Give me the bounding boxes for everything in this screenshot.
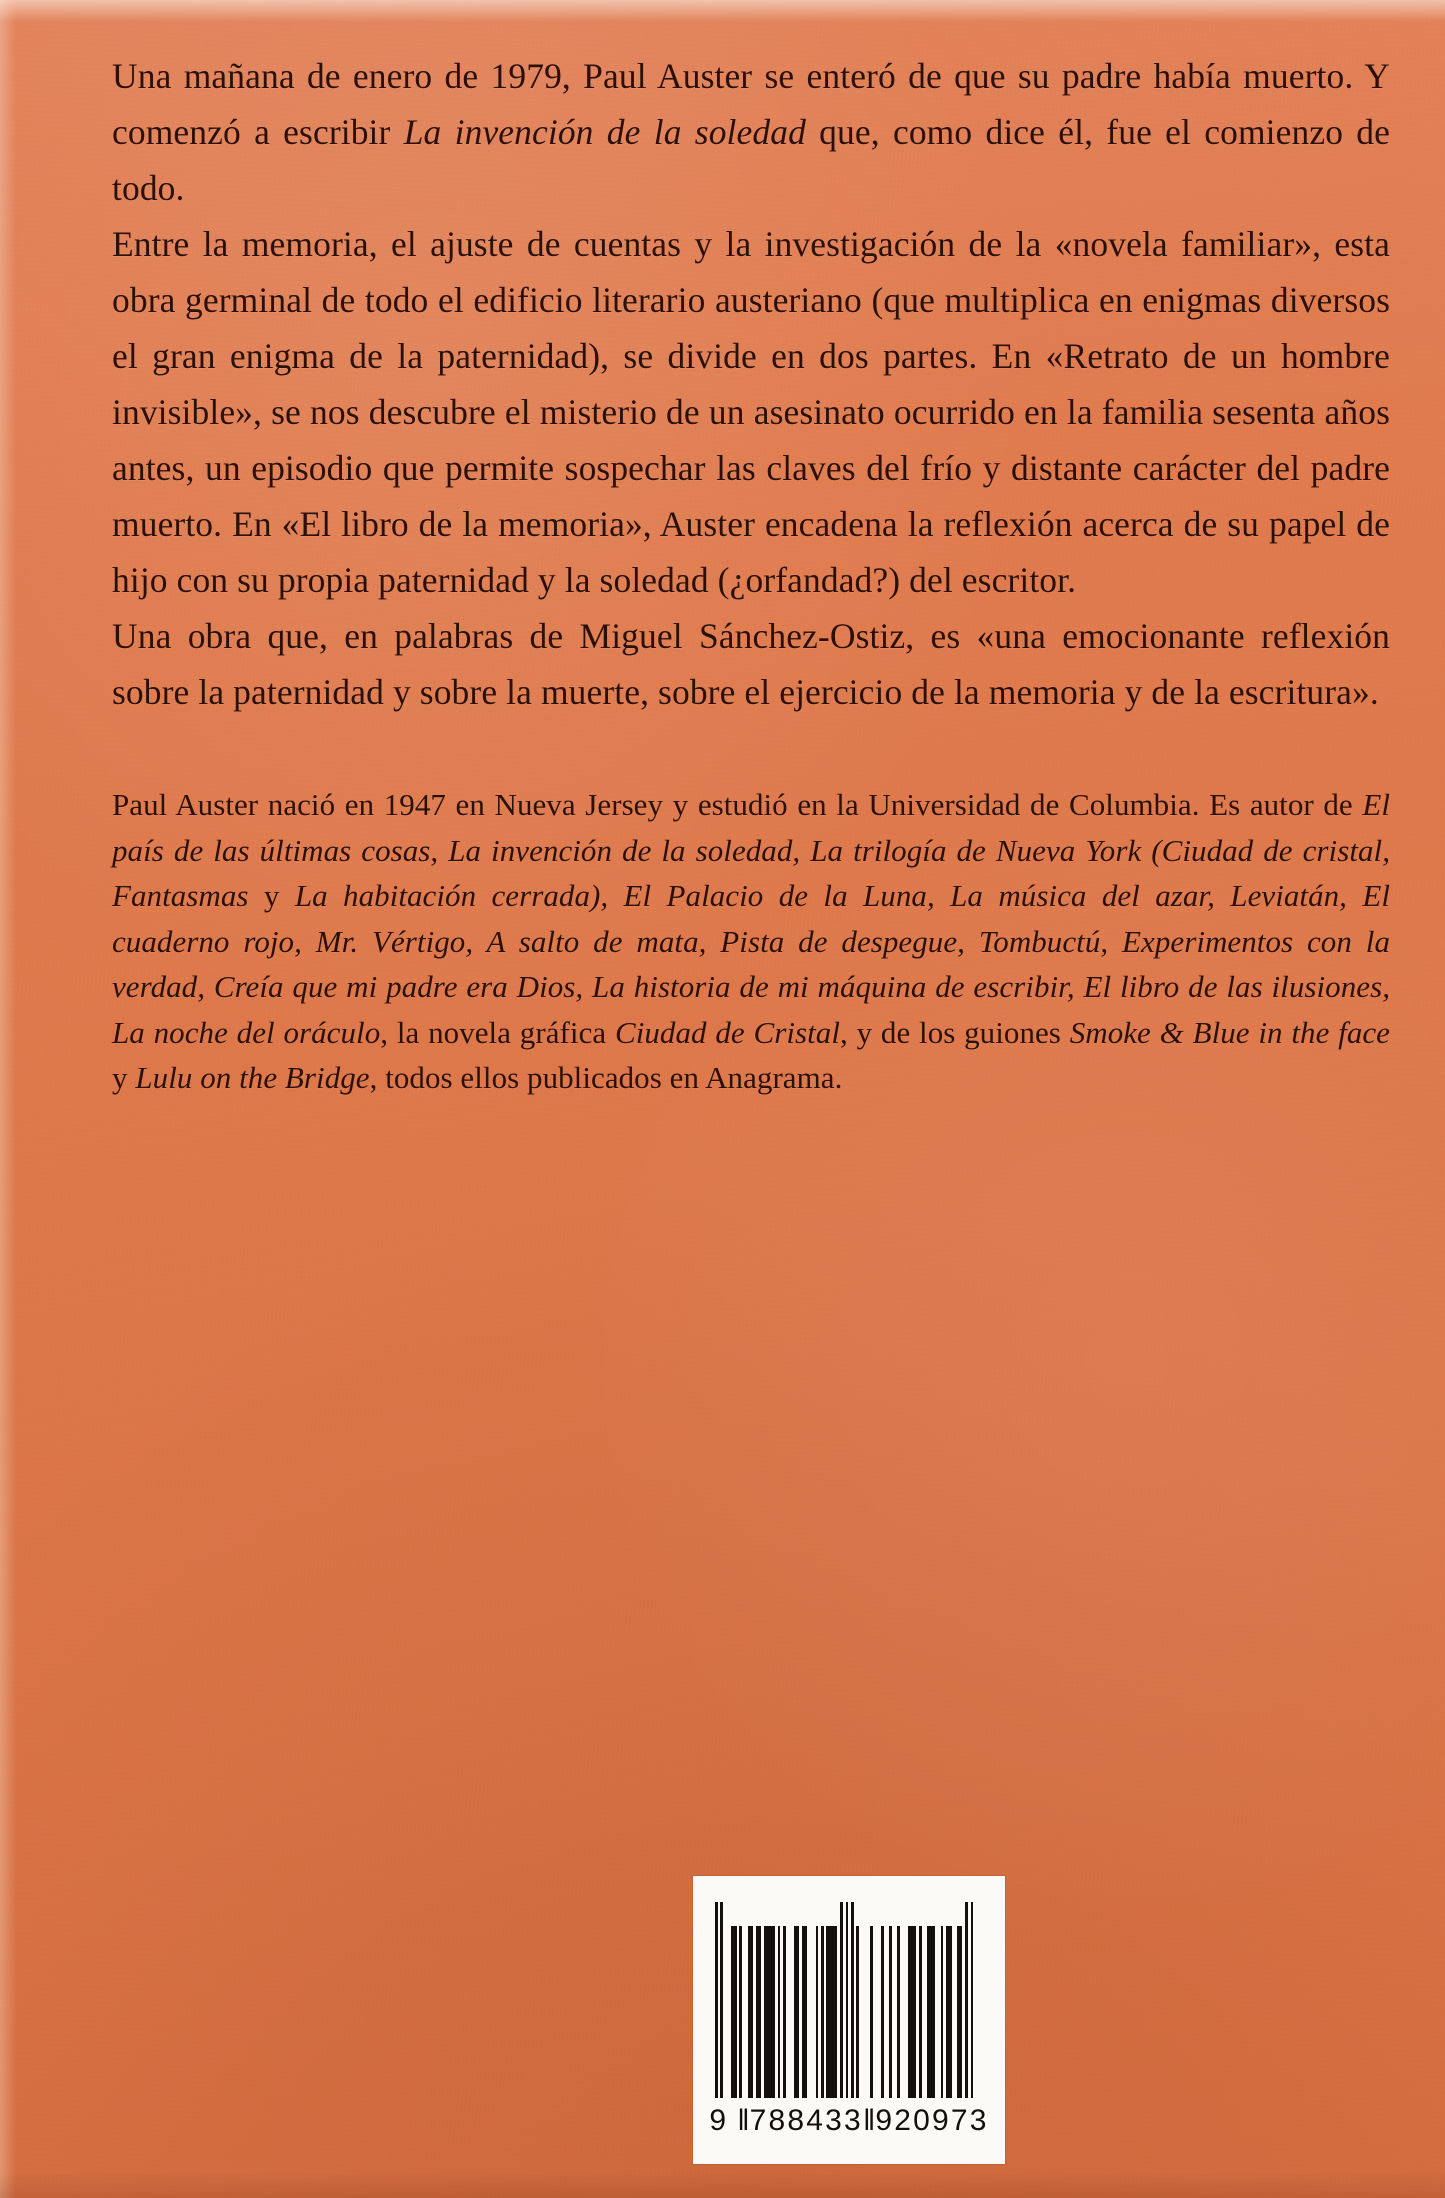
blurb-paragraph-2: Entre la memoria, el ajuste de cuentas y la investigación de la «novela familiar», esta obra germinal de todo el edificio literario austeriano (que multiplica en enigmas diversos el gran enigma de la paternidad), se divide en dos partes. En «Retrato de un hombre invisible», se nos descubre el misterio de un asesinato ocurrido en la familia sesenta años antes, un episodio que permite sospechar las claves del frío y distante carácter del padre muerto. En «El libro de la memoria», Auster encadena la reflexión acerca de su papel de hijo con su propia paternidad y la soledad (¿orfandad?) del escritor.	[112, 224, 1390, 600]
barcode-group-1: 788433	[749, 2104, 863, 2137]
author-bio-block	[112, 782, 1390, 1101]
barcode-space	[873, 1902, 881, 2098]
barcode-bar	[826, 1926, 837, 2098]
barcode-bar	[908, 1926, 916, 2098]
barcode-space	[900, 1902, 908, 2098]
barcode-guard-center: ‖	[862, 2104, 876, 2137]
barcode-space	[807, 1902, 815, 2098]
barcode-bar	[971, 1902, 974, 2098]
blurb-paragraph-3: Una obra que, en palabras de Miguel Sánchez-Ostiz, es «una emocionante reflexión sobre la paternidad y sobre la muerte, sobre el ejercicio de la memoria y de la escritura».	[112, 616, 1390, 712]
barcode-lead-digit: 9	[709, 2104, 729, 2137]
barcode-guard-left: ‖	[737, 2104, 750, 2137]
barcode-bar	[764, 1926, 775, 2098]
blurb-text-block	[112, 48, 1390, 720]
barcode-space	[786, 1902, 794, 2098]
barcode-space	[859, 1902, 870, 2098]
isbn-barcode	[693, 1876, 1005, 2164]
blurb-paragraph-1: Una mañana de enero de 1979, Paul Auster se enteró de que su padre había muerto. Y comenzó a escribir La invención de la soledad que, como dice él, fue el comienzo de todo.	[112, 56, 1390, 208]
cover-top-edge-highlight	[0, 0, 1445, 22]
barcode-bar	[927, 1926, 935, 2098]
cover-left-edge-highlight	[0, 0, 16, 2198]
barcode-digits	[693, 2104, 1005, 2138]
barcode-bars	[715, 1902, 983, 2098]
barcode-group-2: 920973	[875, 2104, 989, 2137]
cover-content	[112, 48, 1390, 1101]
cover-bottom-edge-shadow	[0, 2172, 1445, 2198]
barcode-space	[723, 1902, 731, 2098]
author-bio-paragraph: Paul Auster nació en 1947 en Nueva Jersey y estudió en la Universidad de Columbia. Es autor de El país de las últimas cosas, La invención de la soledad, La trilogía de Nueva York (Ciudad de cristal, Fantasmas y La habitación cerrada), El Palacio de la Luna, La música del azar, Leviatán, El cuaderno rojo, Mr. Vértigo, A salto de mata, Pista de despegue, Tombuctú, Experimentos con la verdad, Creía que mi padre era Dios, La historia de mi máquina de escribir, El libro de las ilusiones, La noche del oráculo, la novela gráfica Ciudad de Cristal, y de los guiones Smoke & Blue in the face y Lulu on the Bridge, todos ellos publicados en Anagrama.	[112, 787, 1390, 1095]
